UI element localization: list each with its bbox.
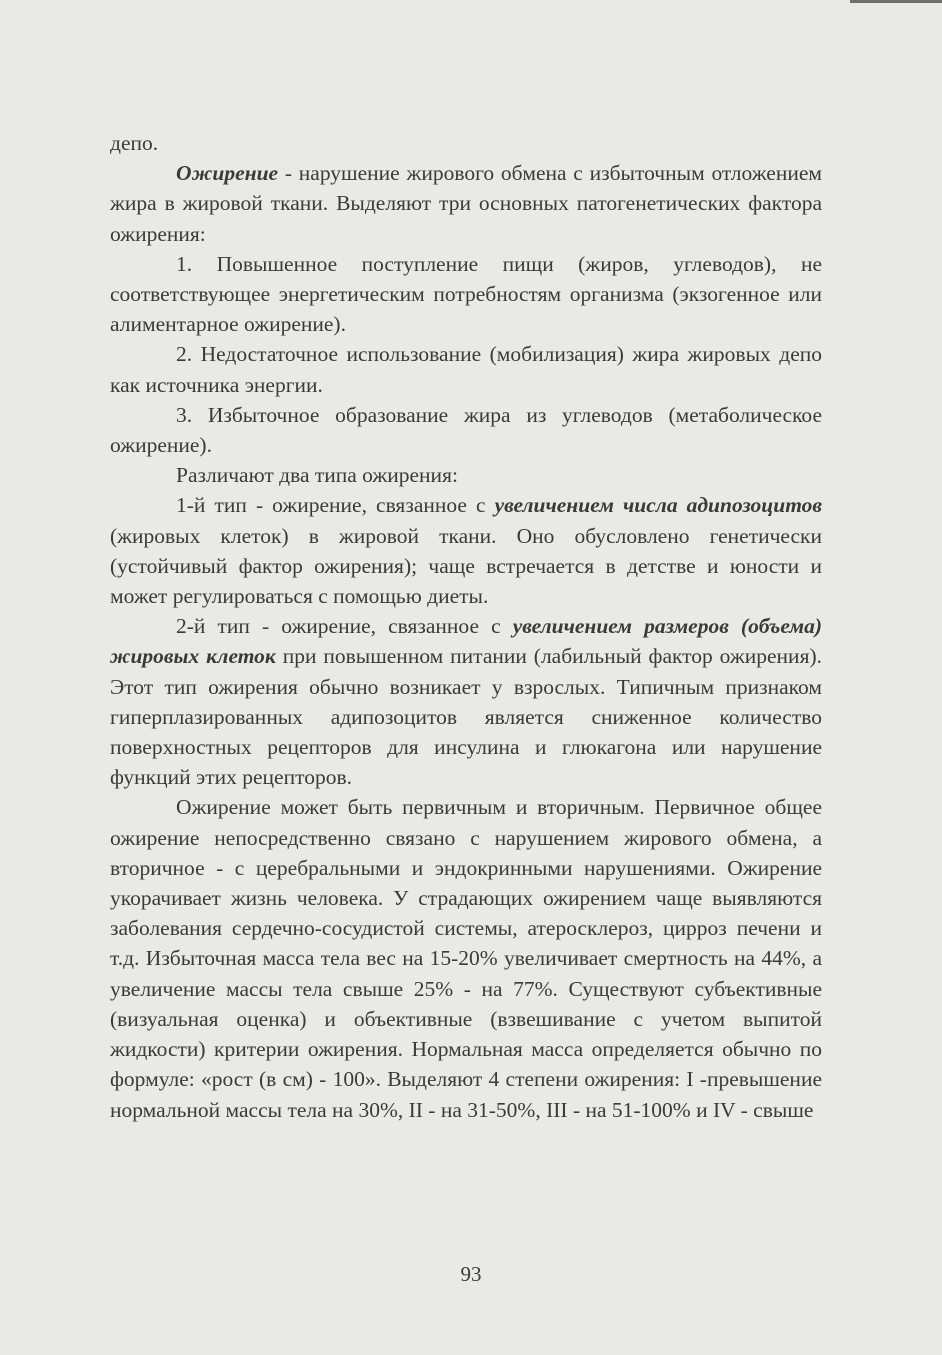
text-run: (жировых клеток) в жировой ткани. Оно обусловлено генетически (устойчивый фактор ожирения); чаще встречается в детстве и юности и может регулироваться с помощью диеты. [110,523,822,609]
page-edge-mark [850,0,942,3]
text-run: 2. Недостаточное использование (мобилизация) жира жировых депо как источника энергии. [110,342,822,397]
text-run: 1-й тип - ожирение, связанное с [176,493,495,518]
paragraph [110,339,822,399]
paragraph [110,490,822,611]
text-run: депо. [110,131,159,155]
text-run: 3. Избыточное образование жира из углеводов (метаболическое ожирение). [110,402,822,458]
paragraph [110,460,822,490]
paragraph [110,128,822,158]
text-run: при повышенном питании (лабильный фактор ожирения). Этот тип ожирения обычно возникает у взрослых. Типичным признаком гиперплазированных адипозоцитов является сниженное количество поверхностных рецепторов для инсулина и глюкагона или нарушение функций этих рецепторов. [110,644,822,790]
page-body [110,128,822,1125]
page-number: 93 [460,1262,482,1286]
paragraph [110,158,822,249]
paragraph [110,249,822,340]
paragraph [110,400,822,460]
text-run: Ожирение может быть первичным и вторичным. Первичное общее ожирение непосредственно связано с нарушением жирового обмена, а вторичное - с церебральными и эндокринными нарушениями. Ожирение укорачивает жизнь человека. У страдающих ожирением чаще выявляются заболевания сердечно-сосудистой системы, атеросклероз, цирроз печени и т.д. Избыточная масса тела вес на 15-20% увеличивает смертность на 44%, а увеличение массы тела свыше 25% - на 77%. Существуют субъективные (визуальная оценка) и объективные (взвешивание с учетом выпитой жидкости) критерии ожирения. Нормальная масса определяется обычно по формуле: «рост (в см) - 100». Выделяют 4 степени ожирения: I -превышение нормальной массы тела на 30%, II - на 31-50%, III - на 51-100% и IV - свыше [110,795,822,1122]
text-run: - нарушение жирового обмена с избыточным отложением жира в жировой ткани. Выделяют три основных патогенетических фактора ожирения: [110,161,822,246]
paragraph [110,792,822,1124]
text-run: Различают два типа ожирения: [176,463,458,488]
text-run: 2-й тип - ожирение, связанное с [176,614,513,639]
emphasis-term: Ожирение [176,161,279,186]
emphasis-term: увеличением размеров (объема) жировых клеток [110,614,822,669]
text-run: 1. Повышенное поступление пищи (жиров, углеводов), не соответствующее энергетическим потребностям организма (экзогенное или алиментарное ожирение). [110,251,822,337]
paragraph [110,611,822,792]
emphasis-term: увеличением числа адипозоцитов [494,493,822,518]
